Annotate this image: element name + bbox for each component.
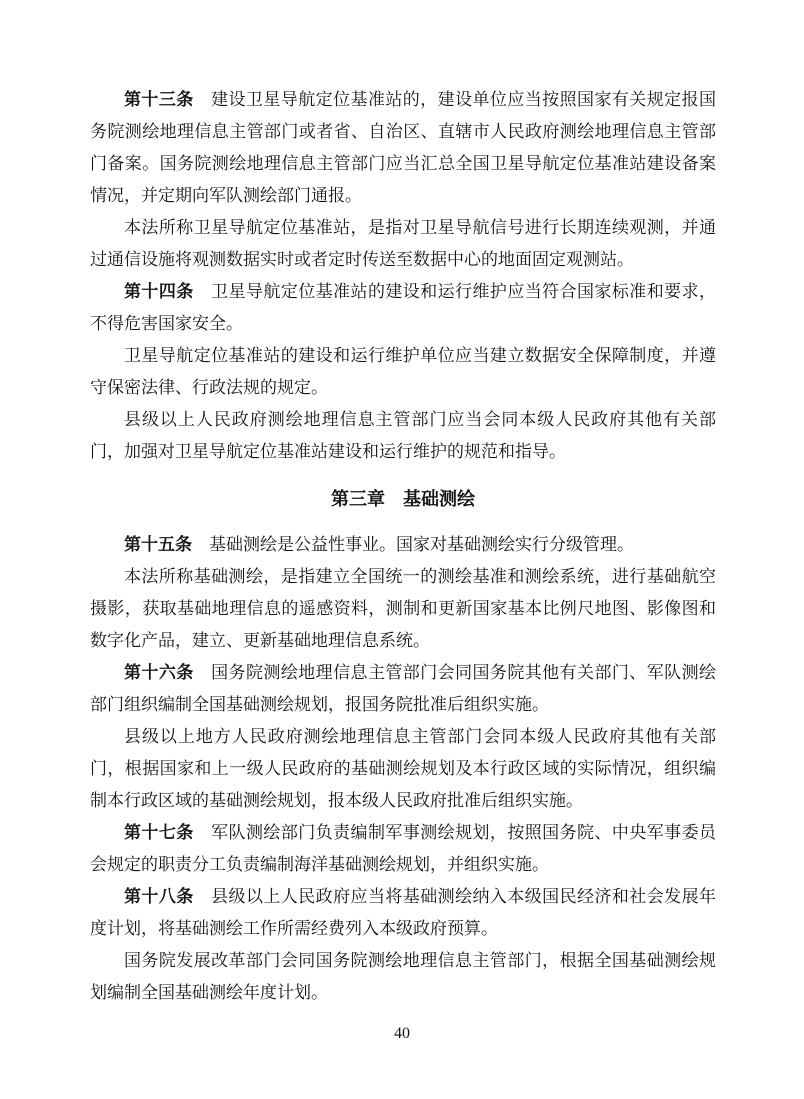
article-number: 第十三条 [124,90,194,109]
article-number: 第十七条 [124,823,194,842]
article-paragraph: 第十三条 建设卫星导航定位基准站的，建设单位应当按照国家有关规定报国务院测绘地理信息主管部门或者省、自治区、直辖市人民政府测绘地理信息主管部门备案。国务院测绘地理信息主管部门应当汇总全国卫星导航定位基准站建设备案情况，并定期向军队测绘部门通报。 [90,90,717,205]
body-paragraph: 本法所称卫星导航定位基准站，是指对卫星导航信号进行长期连续观测，并通过通信设施将观测数据实时或者定时传送至数据中心的地面固定观测站。 [90,218,716,269]
page-number: 40 [394,1025,410,1042]
body-paragraph: 卫星导航定位基准站的建设和运行维护单位应当建立数据安全保障制度，并遵守保密法律、行政法规的规定。 [90,346,716,397]
body-paragraph: 县级以上人民政府测绘地理信息主管部门应当会同本级人民政府其他有关部门，加强对卫星导航定位基准站建设和运行维护的规范和指导。 [90,410,716,461]
article-paragraph: 第十七条 军队测绘部门负责编制军事测绘规划，按照国务院、中央军事委员会规定的职责分工负责编制海洋基础测绘规划，并组织实施。 [90,823,717,874]
article-number: 第十四条 [124,282,194,301]
body-paragraph: 本法所称基础测绘，是指建立全国统一的测绘基准和测绘系统，进行基础航空摄影，获取基础地理信息的遥感资料，测制和更新国家基本比例尺地图、影像图和数字化产品，建立、更新基础地理信息系统。 [90,567,716,650]
article-paragraph: 第十五条 基础测绘是公益性事业。国家对基础测绘实行分级管理。 [124,535,634,554]
article-number: 第十八条 [124,887,194,906]
article-paragraph: 第十四条 卫星导航定位基准站的建设和运行维护应当符合国家标准和要求，不得危害国家安全。 [90,282,717,333]
document-body [90,84,716,1009]
article-number: 第十五条 [124,535,192,554]
article-paragraph: 第十六条 国务院测绘地理信息主管部门会同国务院其他有关部门、军队测绘部门组织编制全国基础测绘规划，报国务院批准后组织实施。 [90,663,717,714]
body-paragraph: 县级以上地方人民政府测绘地理信息主管部门会同本级人民政府其他有关部门，根据国家和上一级人民政府的基础测绘规划及本行政区域的实际情况，组织编制本行政区域的基础测绘规划，报本级人民政府批准后组织实施。 [90,727,716,810]
article-paragraph: 第十八条 县级以上人民政府应当将基础测绘纳入本级国民经济和社会发展年度计划，将基础测绘工作所需经费列入本级政府预算。 [90,887,717,938]
article-number: 第十六条 [124,663,194,682]
body-paragraph: 国务院发展改革部门会同国务院测绘地理信息主管部门，根据全国基础测绘规划编制全国基础测绘年度计划。 [90,951,716,1002]
chapter-heading: 第三章 基础测绘 [331,489,475,509]
